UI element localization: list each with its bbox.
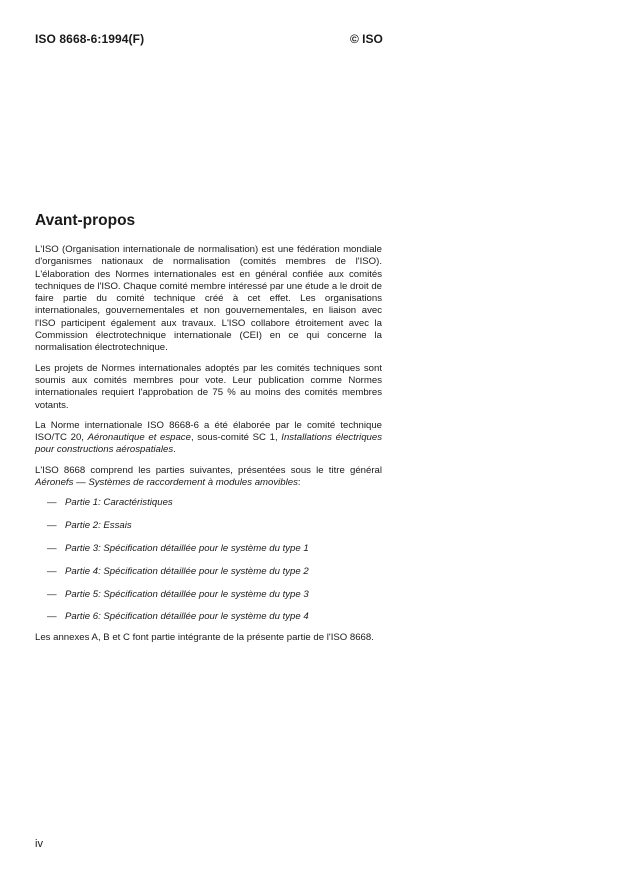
list-item [35, 589, 382, 601]
committee-text-mid: , sous-comité SC 1, [190, 432, 282, 444]
list-dash: — [47, 520, 57, 532]
part-label: Partie 5: Spécification détaillée pour le système du type 3 [65, 588, 309, 600]
list-dash: — [47, 565, 57, 577]
copyright-notice: © ISO [350, 32, 383, 46]
paragraph-annexes: Les annexes A, B et C font partie intégrante de la présente partie de l'ISO 8668. [35, 631, 374, 643]
part-label: Partie 6: Spécification détaillée pour le système du type 4 [65, 611, 309, 623]
page-number: iv [35, 838, 43, 850]
paragraph-parts-intro [35, 465, 382, 490]
subcommittee-name: Installations électriques pour constructions aérospatiales [35, 432, 382, 456]
paragraph-committee [35, 420, 382, 457]
list-dash: — [47, 497, 57, 509]
list-dash: — [47, 588, 57, 600]
list-item [35, 543, 382, 555]
part-label: Partie 3: Spécification détaillée pour le système du type 1 [65, 542, 309, 554]
list-item [35, 520, 382, 532]
parts-list [35, 497, 382, 623]
document-id: ISO 8668-6:1994(F) [35, 32, 145, 46]
foreword-body [35, 244, 382, 652]
paragraph-voting: Les projets de Normes internationales adoptés par les comités techniques sont soumis aux comités membres pour vote. Leur publication comme Normes internationales requiert l'approbation de 75 % au moins des comités membres votants. [35, 362, 382, 411]
general-title: Aéronefs — Systèmes de raccordement à modules amovibles [35, 477, 298, 489]
list-dash: — [47, 542, 57, 554]
committee-text-start: La Norme internationale ISO 8668-6 a été élaborée par le comité technique ISO/TC 20, [35, 419, 382, 444]
section-title: Avant-propos [35, 212, 136, 229]
part-label: Partie 4: Spécification détaillée pour le système du type 2 [65, 565, 309, 577]
paragraph-iso-intro: L'ISO (Organisation internationale de normalisation) est une fédération mondiale d'organismes nationaux de normalisation (comités membres de l'ISO). L'élaboration des Normes internationales est en général confiée aux comités techniques de l'ISO. Chaque comité membre intéressé par une étude a le droit de faire partie du comité technique créé à cet effet. Les organisations internationales, gouvernementales et non gouvernementales, en liaison avec l'ISO participent également aux travaux. L'ISO collabore étroitement avec la Commission électrotechnique internationale (CEI) en ce qui concerne la normalisation électrotechnique. [35, 244, 382, 354]
committee-name: Aéronautique et espace [87, 432, 191, 444]
list-item [35, 611, 382, 623]
list-item [35, 566, 382, 578]
parts-intro-start: L'ISO 8668 comprend les parties suivantes, présentées sous le titre général [35, 464, 382, 476]
part-label: Partie 2: Essais [65, 520, 132, 532]
committee-text-end: . [173, 444, 176, 456]
list-dash: — [47, 611, 57, 623]
part-label: Partie 1: Caractéristiques [65, 497, 173, 509]
list-item [35, 497, 382, 509]
parts-intro-end: : [297, 477, 301, 489]
